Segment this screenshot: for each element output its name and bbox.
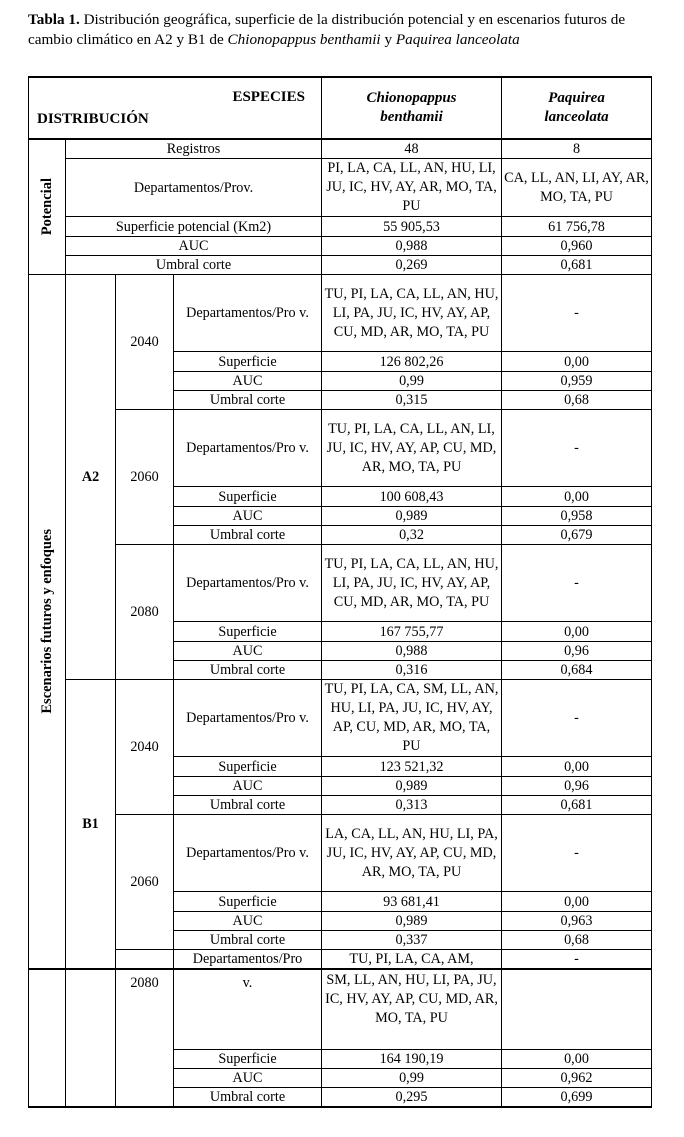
cell-species-1: TU, PI, LA, CA, LL, AN, HU, LI, PA, JU, IC, HV, AY, AP, CU, MD, AR, MO, TA, PU xyxy=(322,275,502,352)
row-label: Umbral corte xyxy=(174,391,322,410)
row-label: Superficie xyxy=(174,487,322,507)
cell-species-2: 0,963 xyxy=(502,912,652,931)
row-label: Umbral corte xyxy=(174,1088,322,1108)
cell-species-1: 0,32 xyxy=(322,526,502,545)
cell-species-1: 0,337 xyxy=(322,931,502,950)
row-label: Departamentos/Pro v. xyxy=(174,545,322,622)
cell-species-1: 55 905,53 xyxy=(322,217,502,237)
cell-species-2: 0,959 xyxy=(502,372,652,391)
cell-species-2: 0,68 xyxy=(502,931,652,950)
cell-species-1: 0,99 xyxy=(322,372,502,391)
year-cell: 2060 xyxy=(116,815,174,950)
row-label: AUC xyxy=(174,642,322,661)
cell-species-1: 0,295 xyxy=(322,1088,502,1108)
cell-species-2: 0,699 xyxy=(502,1088,652,1108)
caption-species-1: Chionopappus benthamii xyxy=(227,31,381,48)
cell-species-1: 123 521,32 xyxy=(322,757,502,777)
cell-species-2: 0,960 xyxy=(502,237,652,256)
cell-species-1: 126 802,26 xyxy=(322,352,502,372)
row-label: AUC xyxy=(174,1069,322,1088)
cell-species-1: LA, CA, LL, AN, HU, LI, PA, JU, IC, HV, AY, AP, CU, MD, AR, MO, TA, PU xyxy=(322,815,502,892)
year-cell: 2040 xyxy=(116,680,174,815)
row-label: Umbral corte xyxy=(174,526,322,545)
row-label: Superficie xyxy=(174,757,322,777)
cell-species-1: 0,989 xyxy=(322,777,502,796)
header-distribution: DISTRIBUCIÓN xyxy=(37,111,149,127)
cell-species-1: PI, LA, CA, LL, AN, HU, LI, JU, IC, HV, AY, AR, MO, TA, PU xyxy=(322,159,502,217)
caption-text-2: y xyxy=(380,31,396,48)
cell-species-1: 0,989 xyxy=(322,912,502,931)
cell-species-1: 0,316 xyxy=(322,661,502,680)
row-label: Departamentos/Pro v. xyxy=(174,680,322,757)
cell-species-2: - xyxy=(502,545,652,622)
cell-species-1: 0,315 xyxy=(322,391,502,410)
header-species-2: Paquirea lanceolata xyxy=(502,77,652,139)
cell-species-1: 0,313 xyxy=(322,796,502,815)
cell-species-2: - xyxy=(502,275,652,352)
cell-species-2: 0,679 xyxy=(502,526,652,545)
table-row xyxy=(29,410,652,487)
cell-species-2: 0,00 xyxy=(502,352,652,372)
header-species-1: Chionopappus benthamii xyxy=(322,77,502,139)
table-row xyxy=(29,159,652,217)
year-cell-empty xyxy=(116,950,174,969)
cell-species-2: 8 xyxy=(502,139,652,159)
row-label: Superficie xyxy=(174,352,322,372)
table-row xyxy=(29,950,652,969)
cell-species-2: CA, LL, AN, LI, AY, AR, MO, TA, PU xyxy=(502,159,652,217)
row-label: Umbral corte xyxy=(174,661,322,680)
cell-species-2: - xyxy=(502,410,652,487)
cell-species-2 xyxy=(502,970,652,1050)
scenarios-group-cell xyxy=(29,275,66,969)
cell-species-2: 0,962 xyxy=(502,1069,652,1088)
cell-species-1: 100 608,43 xyxy=(322,487,502,507)
cell-species-2: - xyxy=(502,950,652,969)
scenario-b1-label: B1 xyxy=(66,680,116,969)
row-label: Superficie xyxy=(174,892,322,912)
row-label: Departamentos/Pro v. xyxy=(174,410,322,487)
row-label: Superficie xyxy=(174,622,322,642)
table-row xyxy=(29,256,652,275)
cell-species-2: 0,00 xyxy=(502,622,652,642)
cell-species-1: 0,988 xyxy=(322,642,502,661)
row-label: Departamentos/Pro xyxy=(174,950,322,969)
cell-species-2: 0,958 xyxy=(502,507,652,526)
row-label: AUC xyxy=(174,777,322,796)
row-label: AUC xyxy=(66,237,322,256)
cell-species-2: - xyxy=(502,680,652,757)
cell-species-1: 0,99 xyxy=(322,1069,502,1088)
row-label: Departamentos/Pro v. xyxy=(174,275,322,352)
row-label: AUC xyxy=(174,372,322,391)
year-cell: 2060 xyxy=(116,410,174,545)
year-cell: 2080 xyxy=(116,970,174,1108)
row-label: Superficie potencial (Km2) xyxy=(66,217,322,237)
table-row xyxy=(29,237,652,256)
table-row xyxy=(29,217,652,237)
cell-species-2: 0,681 xyxy=(502,796,652,815)
cell-species-1: SM, LL, AN, HU, LI, PA, JU, IC, HV, AY, AP, CU, MD, AR, MO, TA, PU xyxy=(322,970,502,1050)
caption-species-2: Paquirea lanceolata xyxy=(395,31,520,48)
group-cell-empty xyxy=(29,970,66,1108)
cell-species-2: 0,00 xyxy=(502,757,652,777)
row-label: Superficie xyxy=(174,1050,322,1069)
caption-label: Tabla 1. xyxy=(28,11,80,28)
table-row xyxy=(29,680,652,757)
scenario-a2-label: A2 xyxy=(66,275,116,680)
distribution-table-continued xyxy=(28,969,652,1108)
cell-species-1: 0,988 xyxy=(322,237,502,256)
potencial-label: Potencial xyxy=(39,178,55,236)
cell-species-2: 0,00 xyxy=(502,1050,652,1069)
scenarios-label: Escenarios futuros y enfoques xyxy=(39,529,55,714)
table-row xyxy=(29,815,652,892)
table-header-row xyxy=(29,77,652,139)
cell-species-2: 0,00 xyxy=(502,487,652,507)
row-label: Umbral corte xyxy=(66,256,322,275)
table-row xyxy=(29,139,652,159)
header-corner xyxy=(29,77,322,139)
cell-species-2: 0,681 xyxy=(502,256,652,275)
cell-species-2: 61 756,78 xyxy=(502,217,652,237)
potencial-group-cell xyxy=(29,139,66,275)
cell-species-2: 0,68 xyxy=(502,391,652,410)
cell-species-1: 0,269 xyxy=(322,256,502,275)
cell-species-1: 93 681,41 xyxy=(322,892,502,912)
table-row xyxy=(29,275,652,352)
scenario-cell-empty xyxy=(66,970,116,1108)
cell-species-1: TU, PI, LA, CA, AM, xyxy=(322,950,502,969)
distribution-table xyxy=(28,76,652,969)
cell-species-1: TU, PI, LA, CA, LL, AN, LI, JU, IC, HV, AY, AP, CU, MD, AR, MO, TA, PU xyxy=(322,410,502,487)
year-cell: 2080 xyxy=(116,545,174,680)
cell-species-1: TU, PI, LA, CA, LL, AN, HU, LI, PA, JU, IC, HV, AY, AP, CU, MD, AR, MO, TA, PU xyxy=(322,545,502,622)
table-row xyxy=(29,970,652,1050)
cell-species-1: 0,989 xyxy=(322,507,502,526)
row-label: AUC xyxy=(174,912,322,931)
row-label: v. xyxy=(174,970,322,1050)
year-cell: 2040 xyxy=(116,275,174,410)
row-label: Umbral corte xyxy=(174,796,322,815)
cell-species-2: 0,684 xyxy=(502,661,652,680)
row-label: Departamentos/Prov. xyxy=(66,159,322,217)
caption-text-1: Distribución geográfica, superficie de la distribución potencial y en escenarios futuros de cambio climático en A2 y B1 de xyxy=(28,11,626,48)
cell-species-1: 164 190,19 xyxy=(322,1050,502,1069)
cell-species-2: 0,96 xyxy=(502,642,652,661)
row-label: AUC xyxy=(174,507,322,526)
cell-species-1: 48 xyxy=(322,139,502,159)
table-row xyxy=(29,545,652,622)
cell-species-2: 0,96 xyxy=(502,777,652,796)
cell-species-1: 167 755,77 xyxy=(322,622,502,642)
cell-species-2: - xyxy=(502,815,652,892)
cell-species-2: 0,00 xyxy=(502,892,652,912)
row-label: Umbral corte xyxy=(174,931,322,950)
cell-species-1: TU, PI, LA, CA, SM, LL, AN, HU, LI, PA, JU, IC, HV, AY, AP, CU, MD, AR, MO, TA, PU xyxy=(322,680,502,757)
table-caption xyxy=(28,10,660,50)
header-species: ESPECIES xyxy=(232,89,305,105)
row-label: Departamentos/Pro v. xyxy=(174,815,322,892)
row-label: Registros xyxy=(66,139,322,159)
